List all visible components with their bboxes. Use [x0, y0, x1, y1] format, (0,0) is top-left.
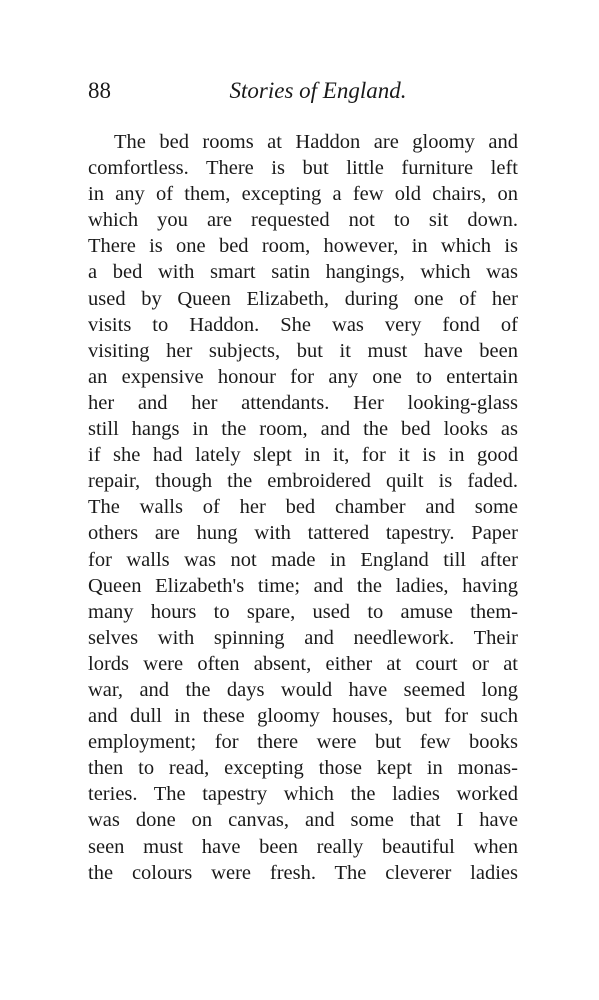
text-line: repair, though the embroidered quilt is faded.: [88, 470, 518, 493]
text-line: visits to Haddon. She was very fond of: [88, 313, 518, 336]
text-line: a bed with smart satin hangings, which was: [88, 261, 518, 284]
text-line: in any of them, excepting a few old chairs, on: [88, 183, 518, 206]
text-line: others are hung with tattered tapestry. Paper: [88, 522, 518, 545]
text-line: comfortless. There is but little furniture left: [88, 157, 518, 180]
page-header: [88, 78, 518, 108]
text-line: an expensive honour for any one to entertain: [88, 365, 518, 388]
text-line: war, and the days would have seemed long: [88, 678, 518, 701]
text-line: There is one bed room, however, in which is: [88, 235, 518, 258]
running-title: Stories of England.: [229, 78, 407, 103]
text-line: The walls of her bed chamber and some: [88, 496, 518, 519]
text-line: which you are requested not to sit down.: [88, 209, 518, 232]
text-line: employment; for there were but few books: [88, 731, 518, 754]
text-line: then to read, excepting those kept in monas-: [88, 757, 518, 780]
text-line: lords were often absent, either at court or at: [88, 652, 518, 675]
text-line: for walls was not made in England till after: [88, 548, 518, 571]
text-line: used by Queen Elizabeth, during one of her: [88, 287, 518, 310]
text-line: if she had lately slept in it, for it is in good: [88, 444, 518, 467]
body-text: [88, 129, 518, 886]
page-number: 88: [88, 78, 111, 103]
text-line: seen must have been really beautiful when: [88, 835, 518, 858]
text-line: Queen Elizabeth's time; and the ladies, having: [88, 574, 518, 597]
text-line: many hours to spare, used to amuse them-: [88, 600, 518, 623]
text-line: The bed rooms at Haddon are gloomy and: [114, 131, 518, 153]
text-line: still hangs in the room, and the bed looks as: [88, 418, 518, 441]
text-line: the colours were fresh. The cleverer ladies: [88, 861, 518, 884]
text-line: and dull in these gloomy houses, but for such: [88, 705, 518, 728]
text-line: visiting her subjects, but it must have been: [88, 339, 518, 362]
text-line: her and her attendants. Her looking-glass: [88, 391, 518, 414]
text-line: selves with spinning and needlework. Their: [88, 626, 518, 649]
text-line: teries. The tapestry which the ladies worked: [88, 783, 518, 806]
text-line: was done on canvas, and some that I have: [88, 809, 518, 832]
